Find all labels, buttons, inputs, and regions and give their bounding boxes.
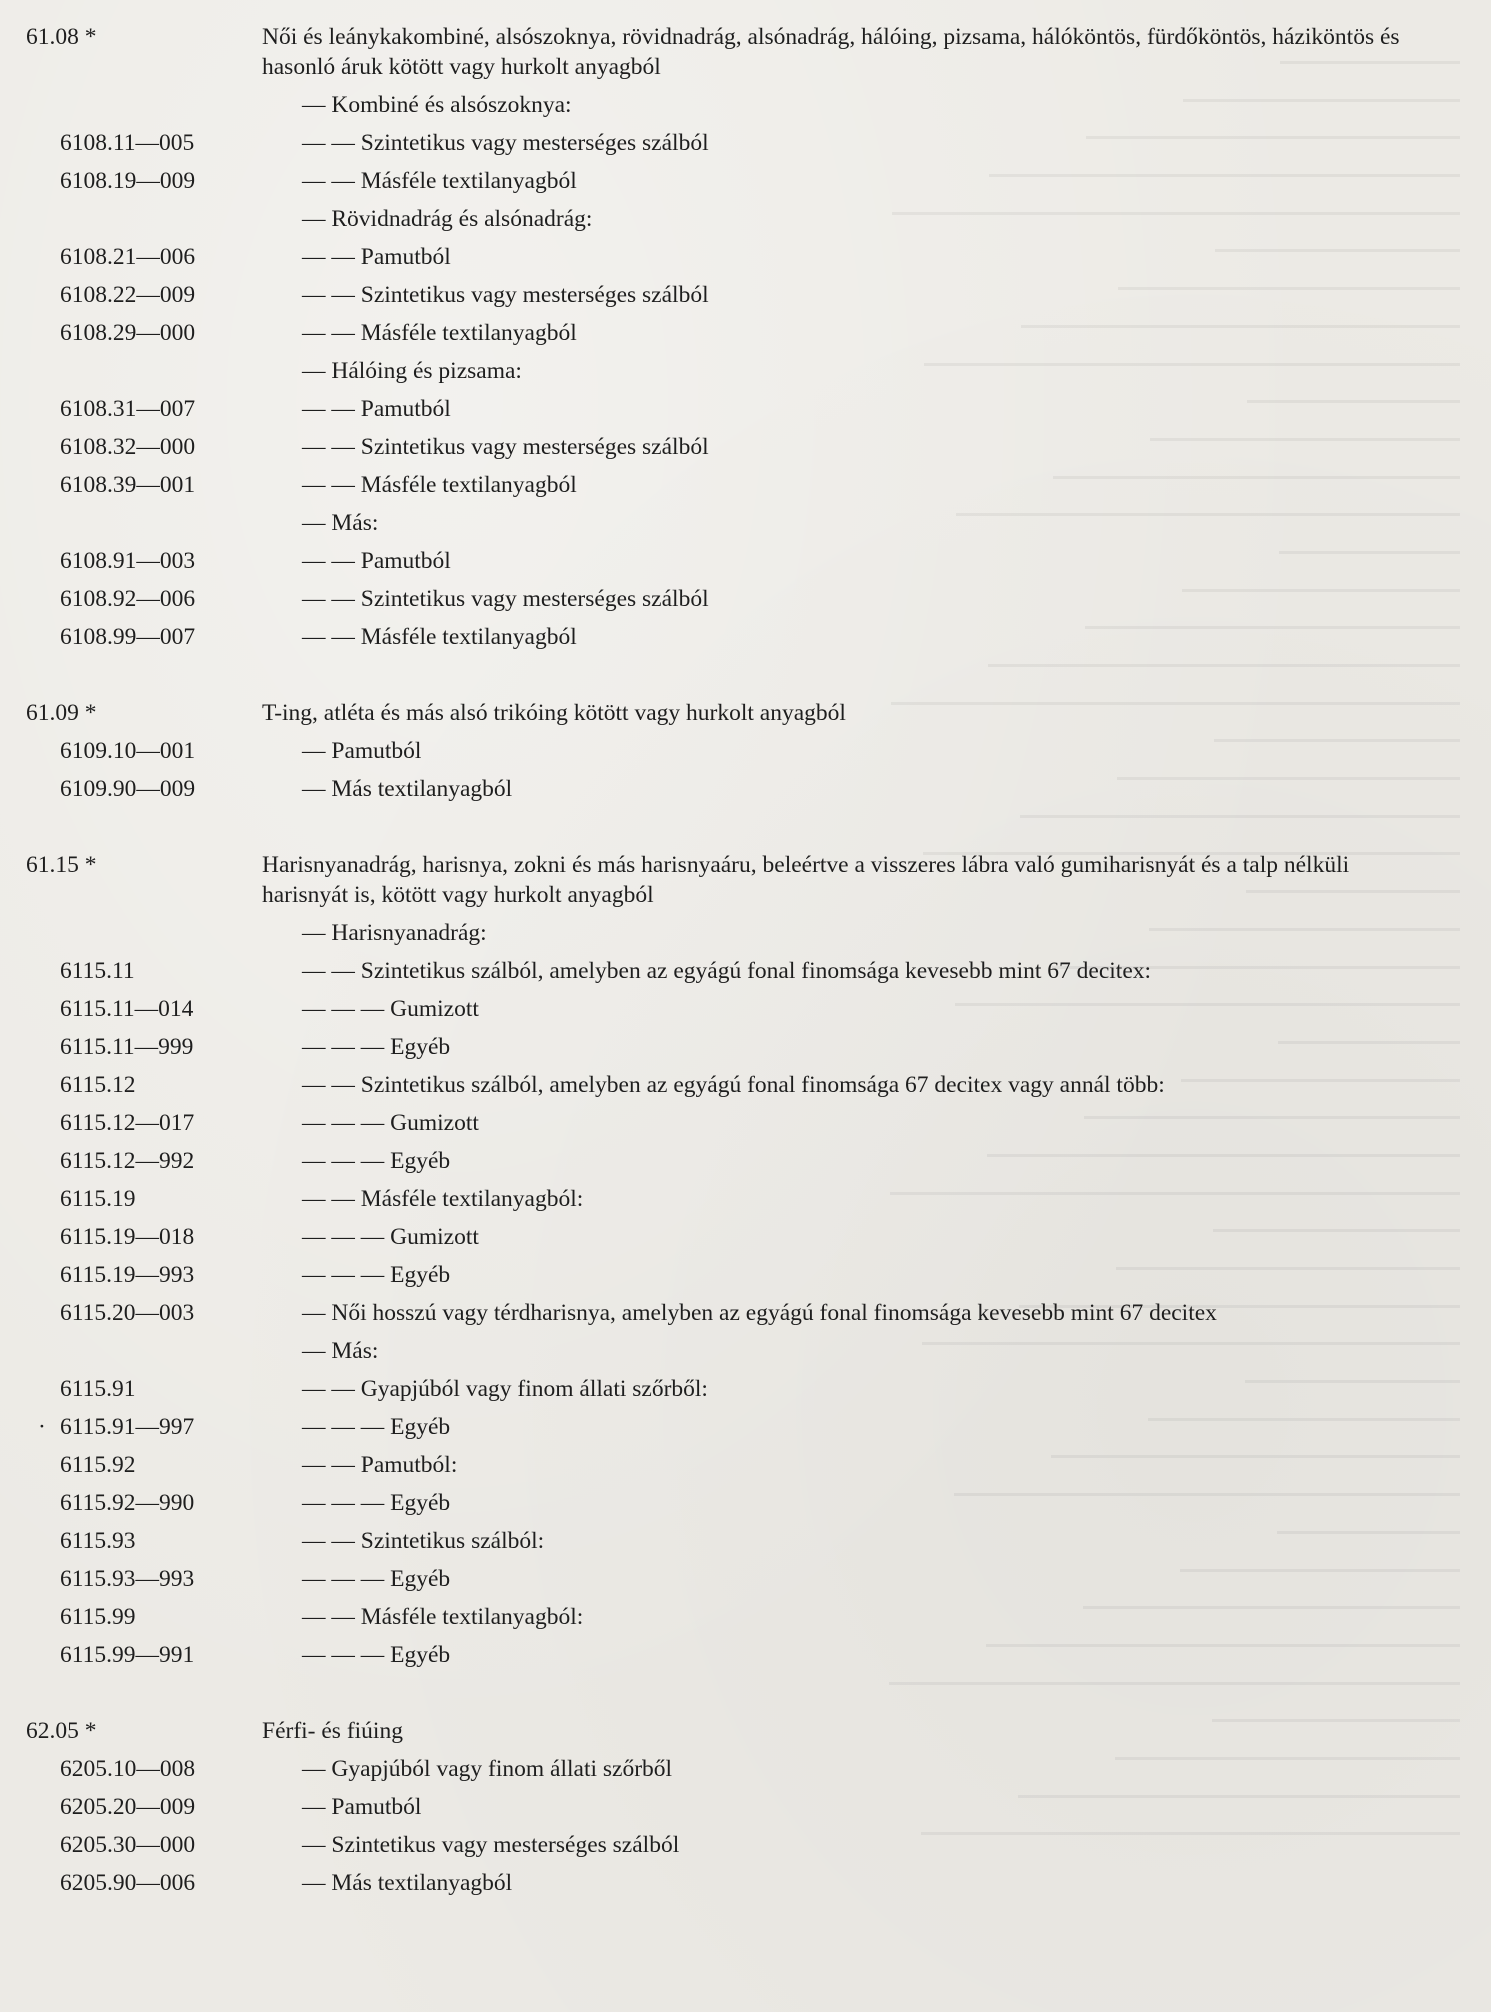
tariff-code: 6115.19 — [60, 1186, 136, 1212]
section-title: T-ing, atléta és más alsó trikóing kötött vagy hurkolt anyagból — [262, 700, 846, 726]
tariff-description: — — — Egyéb — [302, 1034, 451, 1060]
tariff-description: — — Szintetikus vagy mesterséges szálból — [302, 434, 709, 460]
tariff-code: 6205.20—009 — [60, 1794, 196, 1820]
tariff-description: — — Szintetikus szálból, amelyben az egyágú fonal finomsága kevesebb mint 67 decitex: — [302, 958, 1152, 984]
bleed-through-line — [640, 530, 1460, 568]
tariff-description: — Hálóing és pizsama: — [302, 358, 522, 384]
tariff-description: — — Szintetikus vagy mesterséges szálból — [302, 282, 709, 308]
section-code: 62.05 * — [26, 1718, 97, 1744]
tariff-description: — Más textilanyagból — [302, 776, 513, 802]
tariff-description: — — — Gumizott — [302, 996, 479, 1022]
bleed-through-stroke — [889, 1682, 1460, 1685]
tariff-description: — — Szintetikus szálból, amelyben az egyágú fonal finomsága 67 decitex vagy annál több: — [302, 1072, 1165, 1098]
bleed-through-stroke — [988, 664, 1460, 667]
bleed-through-line — [640, 1208, 1460, 1246]
tariff-code: 6115.19—993 — [60, 1262, 195, 1288]
bleed-through-stroke — [1150, 438, 1460, 441]
bleed-through-line — [640, 191, 1460, 229]
tariff-description: — — — Egyéb — [302, 1262, 451, 1288]
bleed-through-stroke — [1148, 1418, 1460, 1421]
tariff-description: — Más textilanyagból — [302, 1870, 513, 1896]
tariff-description: — — Másféle textilanyagból: — [302, 1604, 584, 1630]
bleed-through-line — [640, 568, 1460, 606]
tariff-description: — Szintetikus vagy mesterséges szálból — [302, 1832, 680, 1858]
bleed-through-line — [640, 304, 1460, 342]
section-title: Férfi- és fiúing — [262, 1718, 403, 1744]
tariff-description: — Női hosszú vagy térdharisnya, amelyben az egyágú fonal finomsága kevesebb mint 67 decitex — [302, 1300, 1217, 1326]
tariff-description: — Kombiné és alsószoknya: — [302, 92, 572, 118]
section-title: Női és leánykakombiné, alsószoknya, rövidnadrág, alsónadrág, hálóing, pizsama, hálóköntös, fürdőköntös, háziköntös és hasonló áruk kötött vagy hurkolt anyagból — [262, 24, 1400, 80]
bleed-through-line — [640, 1548, 1460, 1586]
bleed-through-stroke — [1183, 99, 1460, 102]
bleed-through-stroke — [1020, 815, 1460, 818]
bleed-through-stroke — [1086, 136, 1460, 139]
bleed-through-stroke — [986, 1644, 1460, 1647]
bleed-through-line — [640, 794, 1460, 832]
tariff-code: 6115.91—997 — [60, 1414, 195, 1440]
tariff-description: — Gyapjúból vagy finom állati szőrből — [302, 1756, 673, 1782]
tariff-code: 6115.92—990 — [60, 1490, 195, 1516]
bleed-through-line — [640, 1774, 1460, 1812]
tariff-description: — — Másféle textilanyagból — [302, 168, 577, 194]
tariff-code: 6108.32—000 — [60, 434, 196, 460]
tariff-description: — Harisnyanadrág: — [302, 920, 487, 946]
tariff-code: 6115.99—991 — [60, 1642, 195, 1668]
tariff-code: 6115.19—018 — [60, 1224, 195, 1250]
tariff-description: — — — Gumizott — [302, 1224, 479, 1250]
tariff-code: 6115.12—017 — [60, 1110, 195, 1136]
bleed-through-line — [640, 153, 1460, 191]
bleed-through-line — [640, 1359, 1460, 1397]
bleed-through-stroke — [956, 513, 1460, 516]
tariff-description: — — Szintetikus vagy mesterséges szálból — [302, 586, 709, 612]
bleed-through-line — [640, 907, 1460, 945]
tariff-code: 6108.19—009 — [60, 168, 196, 194]
tariff-code: 6109.10—001 — [60, 738, 196, 764]
bleed-through-stroke — [1118, 287, 1460, 290]
bleed-through-stroke — [1277, 1531, 1460, 1534]
tariff-description: — — Gyapjúból vagy finom állati szőrből: — [302, 1376, 708, 1402]
tariff-code: 6108.21—006 — [60, 244, 196, 270]
tariff-code: 6205.30—000 — [60, 1832, 196, 1858]
bleed-through-stroke — [1180, 1569, 1460, 1572]
bleed-through-line — [640, 78, 1460, 116]
bleed-through-stroke — [890, 1192, 1460, 1195]
bleed-through-stroke — [1245, 1380, 1460, 1383]
tariff-code: 6108.31—007 — [60, 396, 196, 422]
tariff-description: — — Másféle textilanyagból — [302, 624, 577, 650]
tariff-code: 6108.91—003 — [60, 548, 196, 574]
bleed-through-line — [640, 1095, 1460, 1133]
bleed-through-line — [640, 982, 1460, 1020]
bleed-through-stroke — [1149, 928, 1460, 931]
tariff-description: — — — Egyéb — [302, 1642, 451, 1668]
section-heading — [0, 22, 1491, 82]
bleed-through-stroke — [922, 1342, 1460, 1345]
bleed-through-line — [640, 1246, 1460, 1284]
bleed-through-line — [640, 756, 1460, 794]
bleed-through-line — [640, 1434, 1460, 1472]
tariff-description: — — Pamutból — [302, 396, 451, 422]
bleed-through-stroke — [892, 212, 1460, 215]
section-heading — [0, 850, 1491, 910]
tariff-description: — Pamutból — [302, 738, 422, 764]
tariff-code: 6108.22—009 — [60, 282, 196, 308]
tariff-description: — — Másféle textilanyagból — [302, 472, 577, 498]
tariff-code: 6115.12—992 — [60, 1148, 195, 1174]
tariff-code: 6115.11 — [60, 958, 135, 984]
tariff-description: — — — Egyéb — [302, 1414, 451, 1440]
bleed-through-line — [640, 1623, 1460, 1661]
bleed-through-line — [640, 643, 1460, 681]
bleed-through-stroke — [921, 1832, 1460, 1835]
bleed-through-line — [640, 1811, 1460, 1849]
tariff-description: — — Másféle textilanyagból: — [302, 1186, 584, 1212]
tariff-code: 6205.90—006 — [60, 1870, 196, 1896]
bleed-through-line — [640, 1171, 1460, 1209]
tariff-code: 6108.39—001 — [60, 472, 196, 498]
bleed-through-line — [640, 379, 1460, 417]
bleed-through-line — [640, 1585, 1460, 1623]
section-title: Harisnyanadrág, harisnya, zokni és más harisnyaáru, beleértve a visszeres lábra való gumiharisnyát és a talp nélküli harisnyát is, kötött vagy hurkolt anyagból — [262, 852, 1350, 908]
tariff-description: — Rövidnadrág és alsónadrág: — [302, 206, 593, 232]
tariff-code: 6109.90—009 — [60, 776, 196, 802]
tariff-description: — — — Gumizott — [302, 1110, 479, 1136]
bleed-through-stroke — [1083, 1606, 1460, 1609]
bleed-through-stroke — [1117, 777, 1460, 780]
bleed-through-stroke — [1051, 1455, 1460, 1458]
section-code: 61.09 * — [26, 700, 97, 726]
tariff-description: — — Pamutból — [302, 244, 451, 270]
tariff-description: — — — Egyéb — [302, 1148, 451, 1174]
tariff-description: — — Szintetikus vagy mesterséges szálból — [302, 130, 709, 156]
bleed-through-stroke — [1278, 1041, 1460, 1044]
tariff-code: 6115.20—003 — [60, 1300, 195, 1326]
bleed-through-stroke — [1279, 551, 1460, 554]
tariff-code: 6115.12 — [60, 1072, 136, 1098]
bleed-through-stroke — [1182, 589, 1460, 592]
bleed-through-stroke — [989, 174, 1460, 177]
bleed-through-stroke — [1053, 476, 1460, 479]
tariff-code: 6115.92 — [60, 1452, 136, 1478]
tariff-description: — — — Egyéb — [302, 1566, 451, 1592]
bleed-through-stroke — [987, 1154, 1460, 1157]
bleed-through-line — [640, 266, 1460, 304]
tariff-code: 6108.29—000 — [60, 320, 196, 346]
bleed-through-stroke — [1084, 1116, 1460, 1119]
bleed-through-line — [640, 1661, 1460, 1699]
tariff-code: 6115.93 — [60, 1528, 136, 1554]
bleed-through-line — [640, 417, 1460, 455]
bleed-through-line — [640, 455, 1460, 493]
bleed-through-stroke — [1213, 1229, 1460, 1232]
tariff-description: — Más: — [302, 1338, 379, 1364]
bleed-through-stroke — [955, 1003, 1460, 1006]
bleed-through-stroke — [1115, 1757, 1460, 1760]
section-code: 61.15 * — [26, 852, 97, 878]
bleed-through-line — [640, 228, 1460, 266]
tariff-description: — — Pamutból — [302, 548, 451, 574]
tariff-code: 6108.11—005 — [60, 130, 195, 156]
bleed-through-line — [640, 1472, 1460, 1510]
tariff-description: — — — Egyéb — [302, 1490, 451, 1516]
bleed-through-stroke — [1214, 739, 1460, 742]
tariff-code: 6115.91 — [60, 1376, 136, 1402]
tariff-code: 6115.93—993 — [60, 1566, 195, 1592]
bleed-through-stroke — [1181, 1079, 1460, 1082]
bleed-through-line — [640, 605, 1460, 643]
tariff-description: — Pamutból — [302, 1794, 422, 1820]
tariff-code: 6115.11—999 — [60, 1034, 194, 1060]
bleed-through-line — [640, 492, 1460, 530]
bleed-through-stroke — [1247, 400, 1460, 403]
tariff-description: — — Szintetikus szálból: — [302, 1528, 545, 1554]
stray-dot-mark: · — [38, 1414, 46, 1440]
section-code: 61.08 * — [26, 24, 97, 50]
bleed-through-stroke — [1018, 1795, 1460, 1798]
bleed-through-stroke — [1085, 626, 1460, 629]
bleed-through-line — [640, 1510, 1460, 1548]
bleed-through-stroke — [924, 363, 1460, 366]
bleed-through-stroke — [1215, 249, 1460, 252]
bleed-through-line — [640, 1020, 1460, 1058]
bleed-through-line — [640, 1397, 1460, 1435]
tariff-description: — — Másféle textilanyagból — [302, 320, 577, 346]
tariff-code: 6115.99 — [60, 1604, 136, 1630]
tariff-description: — — Pamutból: — [302, 1452, 458, 1478]
tariff-description: — Más: — [302, 510, 379, 536]
tariff-code: 6205.10—008 — [60, 1756, 196, 1782]
tariff-code: 6108.99—007 — [60, 624, 196, 650]
bleed-through-line — [640, 115, 1460, 153]
bleed-through-stroke — [954, 1493, 1460, 1496]
tariff-code: 6108.92—006 — [60, 586, 196, 612]
bleed-through-stroke — [1116, 1267, 1460, 1270]
bleed-through-line — [640, 1133, 1460, 1171]
bleed-through-stroke — [1021, 325, 1460, 328]
bleed-through-line — [640, 342, 1460, 380]
tariff-code: 6115.11—014 — [60, 996, 194, 1022]
